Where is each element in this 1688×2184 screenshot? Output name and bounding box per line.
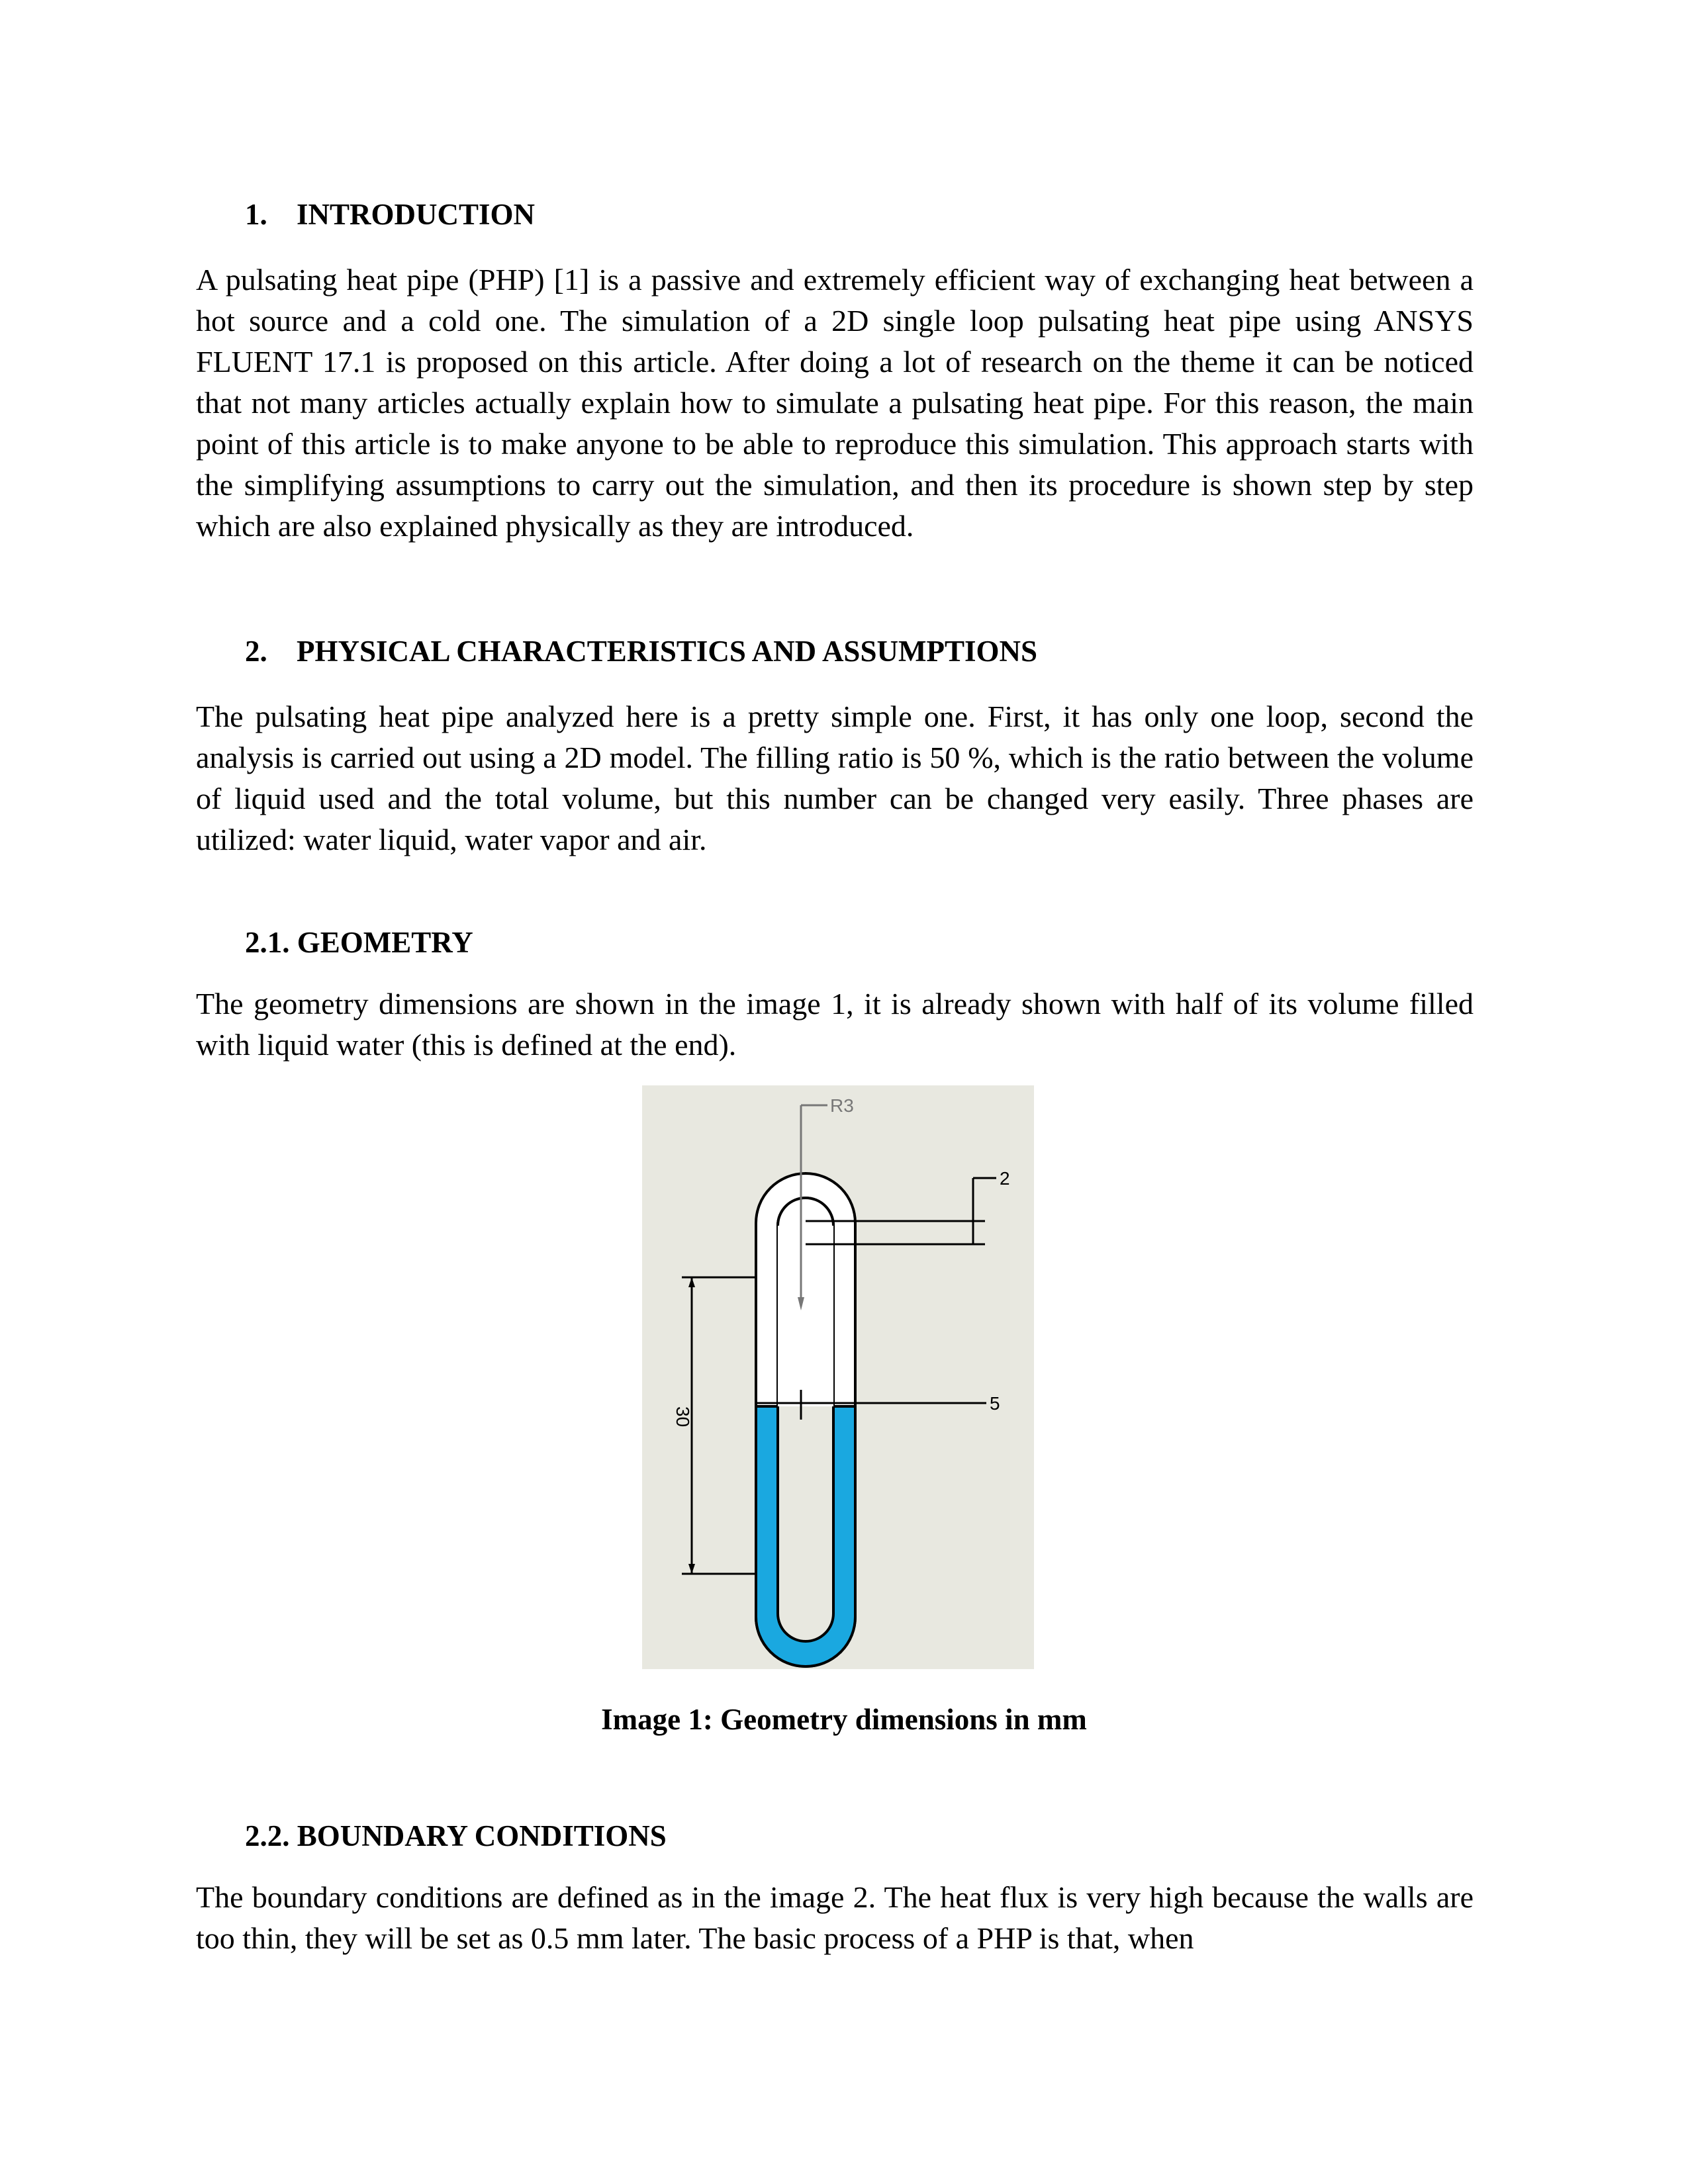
- paragraph-boundary-conditions: The boundary conditions are defined as in the image 2. The heat flux is very high because the walls are too thin, they will be set as 0.5 mm later. The basic process of a PHP is that, when: [196, 1880, 1474, 1955]
- paragraph-geometry: The geometry dimensions are shown in the image 1, it is already shown with half of its volume filled with liquid water (this is defined at the end).: [196, 987, 1474, 1062]
- width-label: 5: [990, 1393, 1000, 1414]
- section-number: 2.: [245, 635, 267, 668]
- radius-label: R3: [830, 1095, 854, 1116]
- geometry-figure: [642, 1085, 1034, 1669]
- thickness-label: 2: [1000, 1168, 1010, 1189]
- section-heading-boundary-conditions: 2.2. BOUNDARY CONDITIONS: [245, 1819, 667, 1852]
- section-heading-physical-characteristics: [245, 637, 1037, 666]
- vapor-region: [778, 1198, 833, 1406]
- section-heading-geometry: 2.1. GEOMETRY: [245, 926, 473, 959]
- section-heading-introduction: [245, 200, 535, 230]
- geometry-drawing: [642, 1085, 1034, 1669]
- section-title: PHYSICAL CHARACTERISTICS AND ASSUMPTIONS: [297, 635, 1038, 668]
- figure-caption: Image 1: Geometry dimensions in mm: [601, 1703, 1087, 1736]
- section-number: 1.: [245, 198, 267, 231]
- section-title: INTRODUCTION: [297, 198, 536, 231]
- paragraph-introduction: A pulsating heat pipe (PHP) [1] is a passive and extremely efficient way of exchanging heat between a hot source and a cold one. The simulation of a 2D single loop pulsating heat pipe using ANSYS FLUENT 17.1 is proposed on this article. After doing a lot of research on the theme it can be noticed that not many articles actually explain how to simulate a pulsating heat pipe. For this reason, the main point of this article is to make anyone to be able to reproduce this simulation. This approach starts with the simplifying assumptions to carry out the simulation, and then its procedure is shown step by step which are also explained physically as they are introduced.: [196, 263, 1474, 543]
- paragraph-physical-characteristics: The pulsating heat pipe analyzed here is a pretty simple one. First, it has only one loop, second the analysis is carried out using a 2D model. The filling ratio is 50 %, which is the ratio between the volume of liquid used and the total volume, but this number can be changed very easily. Three phases are utilized: water liquid, water vapor and air.: [196, 700, 1474, 856]
- height-label: 30: [673, 1406, 693, 1428]
